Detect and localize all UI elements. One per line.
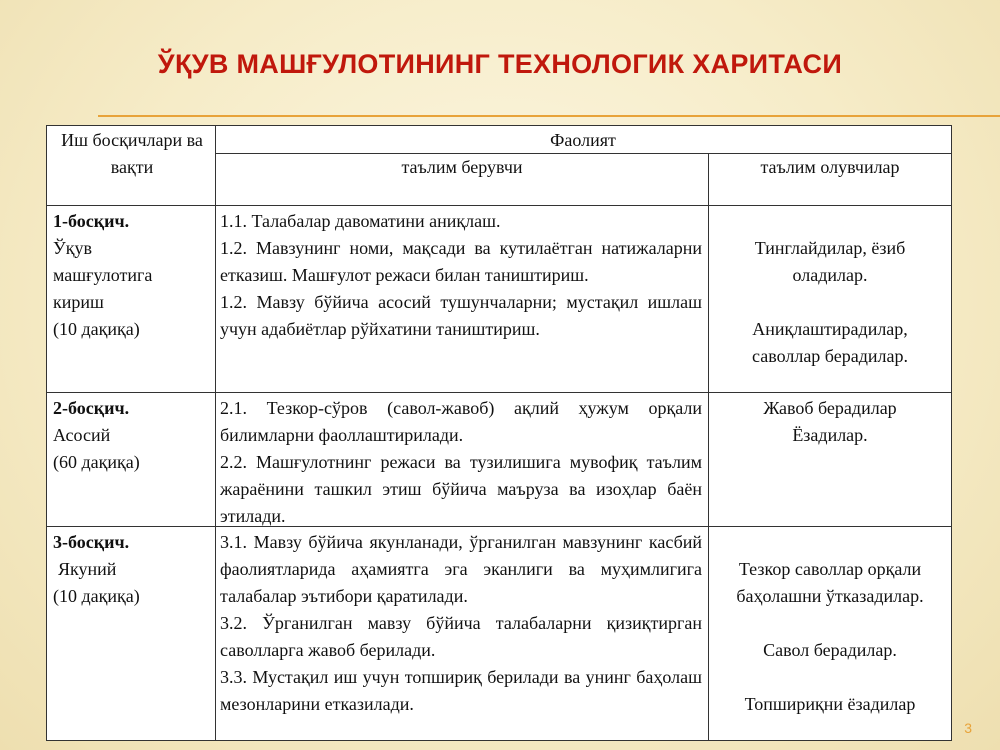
row1-students-cell — [709, 235, 951, 370]
row3-teacher-cell — [220, 529, 702, 718]
header-activity: Фаолият — [550, 130, 616, 150]
row-divider-2 — [47, 392, 951, 393]
slide-title: ЎҚУВ МАШҒУЛОТИНИНГ ТЕХНОЛОГИК ХАРИТАСИ — [157, 49, 843, 79]
row1-teacher-item: 1.2. Мавзунинг номи, мақсади ва кутилаётган натижаларни етказиш. Машғулот режаси билан таништириш. — [220, 238, 702, 285]
row3-stage-cell — [53, 529, 211, 610]
header-students: таълим олувчилар — [760, 157, 900, 177]
row2-stage: 2-босқич. — [53, 398, 130, 418]
row3-students-cell — [709, 556, 951, 718]
row2-stage-cell — [53, 395, 211, 476]
column-divider-1 — [215, 126, 216, 740]
row1-students-item: Тинглайдилар, ёзиб оладилар. — [754, 238, 906, 285]
header-stages-time: Иш босқичлари ва вақти — [61, 130, 203, 177]
row2-teacher-item: 2.1. Тезкор-сўров (савол-жавоб) ақлий ҳужум орқали билимларни фаоллаштирилади. — [220, 398, 702, 445]
header-teacher: таълим берувчи — [401, 157, 523, 177]
row2-students-item: Ёзадилар. — [792, 425, 868, 445]
row3-students-item: Савол берадилар. — [763, 640, 897, 660]
row3-time: (10 дақиқа) — [53, 586, 140, 606]
title-underline — [98, 115, 1000, 117]
technology-map-table — [46, 125, 952, 741]
page-number: 3 — [964, 720, 972, 736]
row1-students-item: Аниқлаштирадилар, саволлар берадилар. — [752, 319, 908, 366]
row2-teacher-cell — [220, 395, 702, 530]
row1-time: (10 дақиқа) — [53, 319, 140, 339]
row1-teacher-item: 1.2. Мавзу бўйича асосий тушунчаларни; мустақил ишлаш учун адабиётлар рўйхатини таништириш. — [220, 292, 702, 339]
row2-stage-desc: Асосий — [53, 425, 111, 445]
row3-teacher-item: 3.2. Ўрганилган мавзу бўйича талабаларни қизиқтирган саволларга жавоб берилади. — [220, 613, 702, 660]
row1-stage-cell — [53, 208, 211, 343]
row1-stage-desc: Ўқув машғулотига кириш — [53, 238, 153, 312]
row2-students-item: Жавоб берадилар — [763, 398, 897, 418]
row1-teacher-cell — [220, 208, 702, 343]
row2-teacher-item: 2.2. Машғулотнинг режаси ва тузилишига мувофиқ таълим жараёнини ташкил этиш бўйича маъруза ва изоҳлар баён этилади. — [220, 452, 702, 526]
row3-teacher-item: 3.1. Мавзу бўйича якунланади, ўрганилган мавзунинг касбий фаолиятларида аҳамиятга эга эканлиги ва муҳимлигига талабалар эътибори қаратилади. — [220, 532, 702, 606]
row3-students-item: Топшириқни ёзадилар — [744, 694, 916, 714]
row1-teacher-item: 1.1. Талабалар давоматини аниқлаш. — [220, 211, 501, 231]
row-divider-1 — [47, 205, 951, 206]
row1-stage: 1-босқич. — [53, 211, 130, 231]
row3-students-item: Тезкор саволлар орқали баҳолашни ўтказадилар. — [736, 559, 924, 606]
row3-teacher-item: 3.3. Мустақил иш учун топшириқ берилади ва унинг баҳолаш мезонларини етказилади. — [220, 667, 702, 714]
row3-stage-desc: Якуний — [58, 559, 117, 579]
row3-stage: 3-босқич. — [53, 532, 130, 552]
row2-students-cell — [709, 395, 951, 449]
row2-time: (60 дақиқа) — [53, 452, 140, 472]
